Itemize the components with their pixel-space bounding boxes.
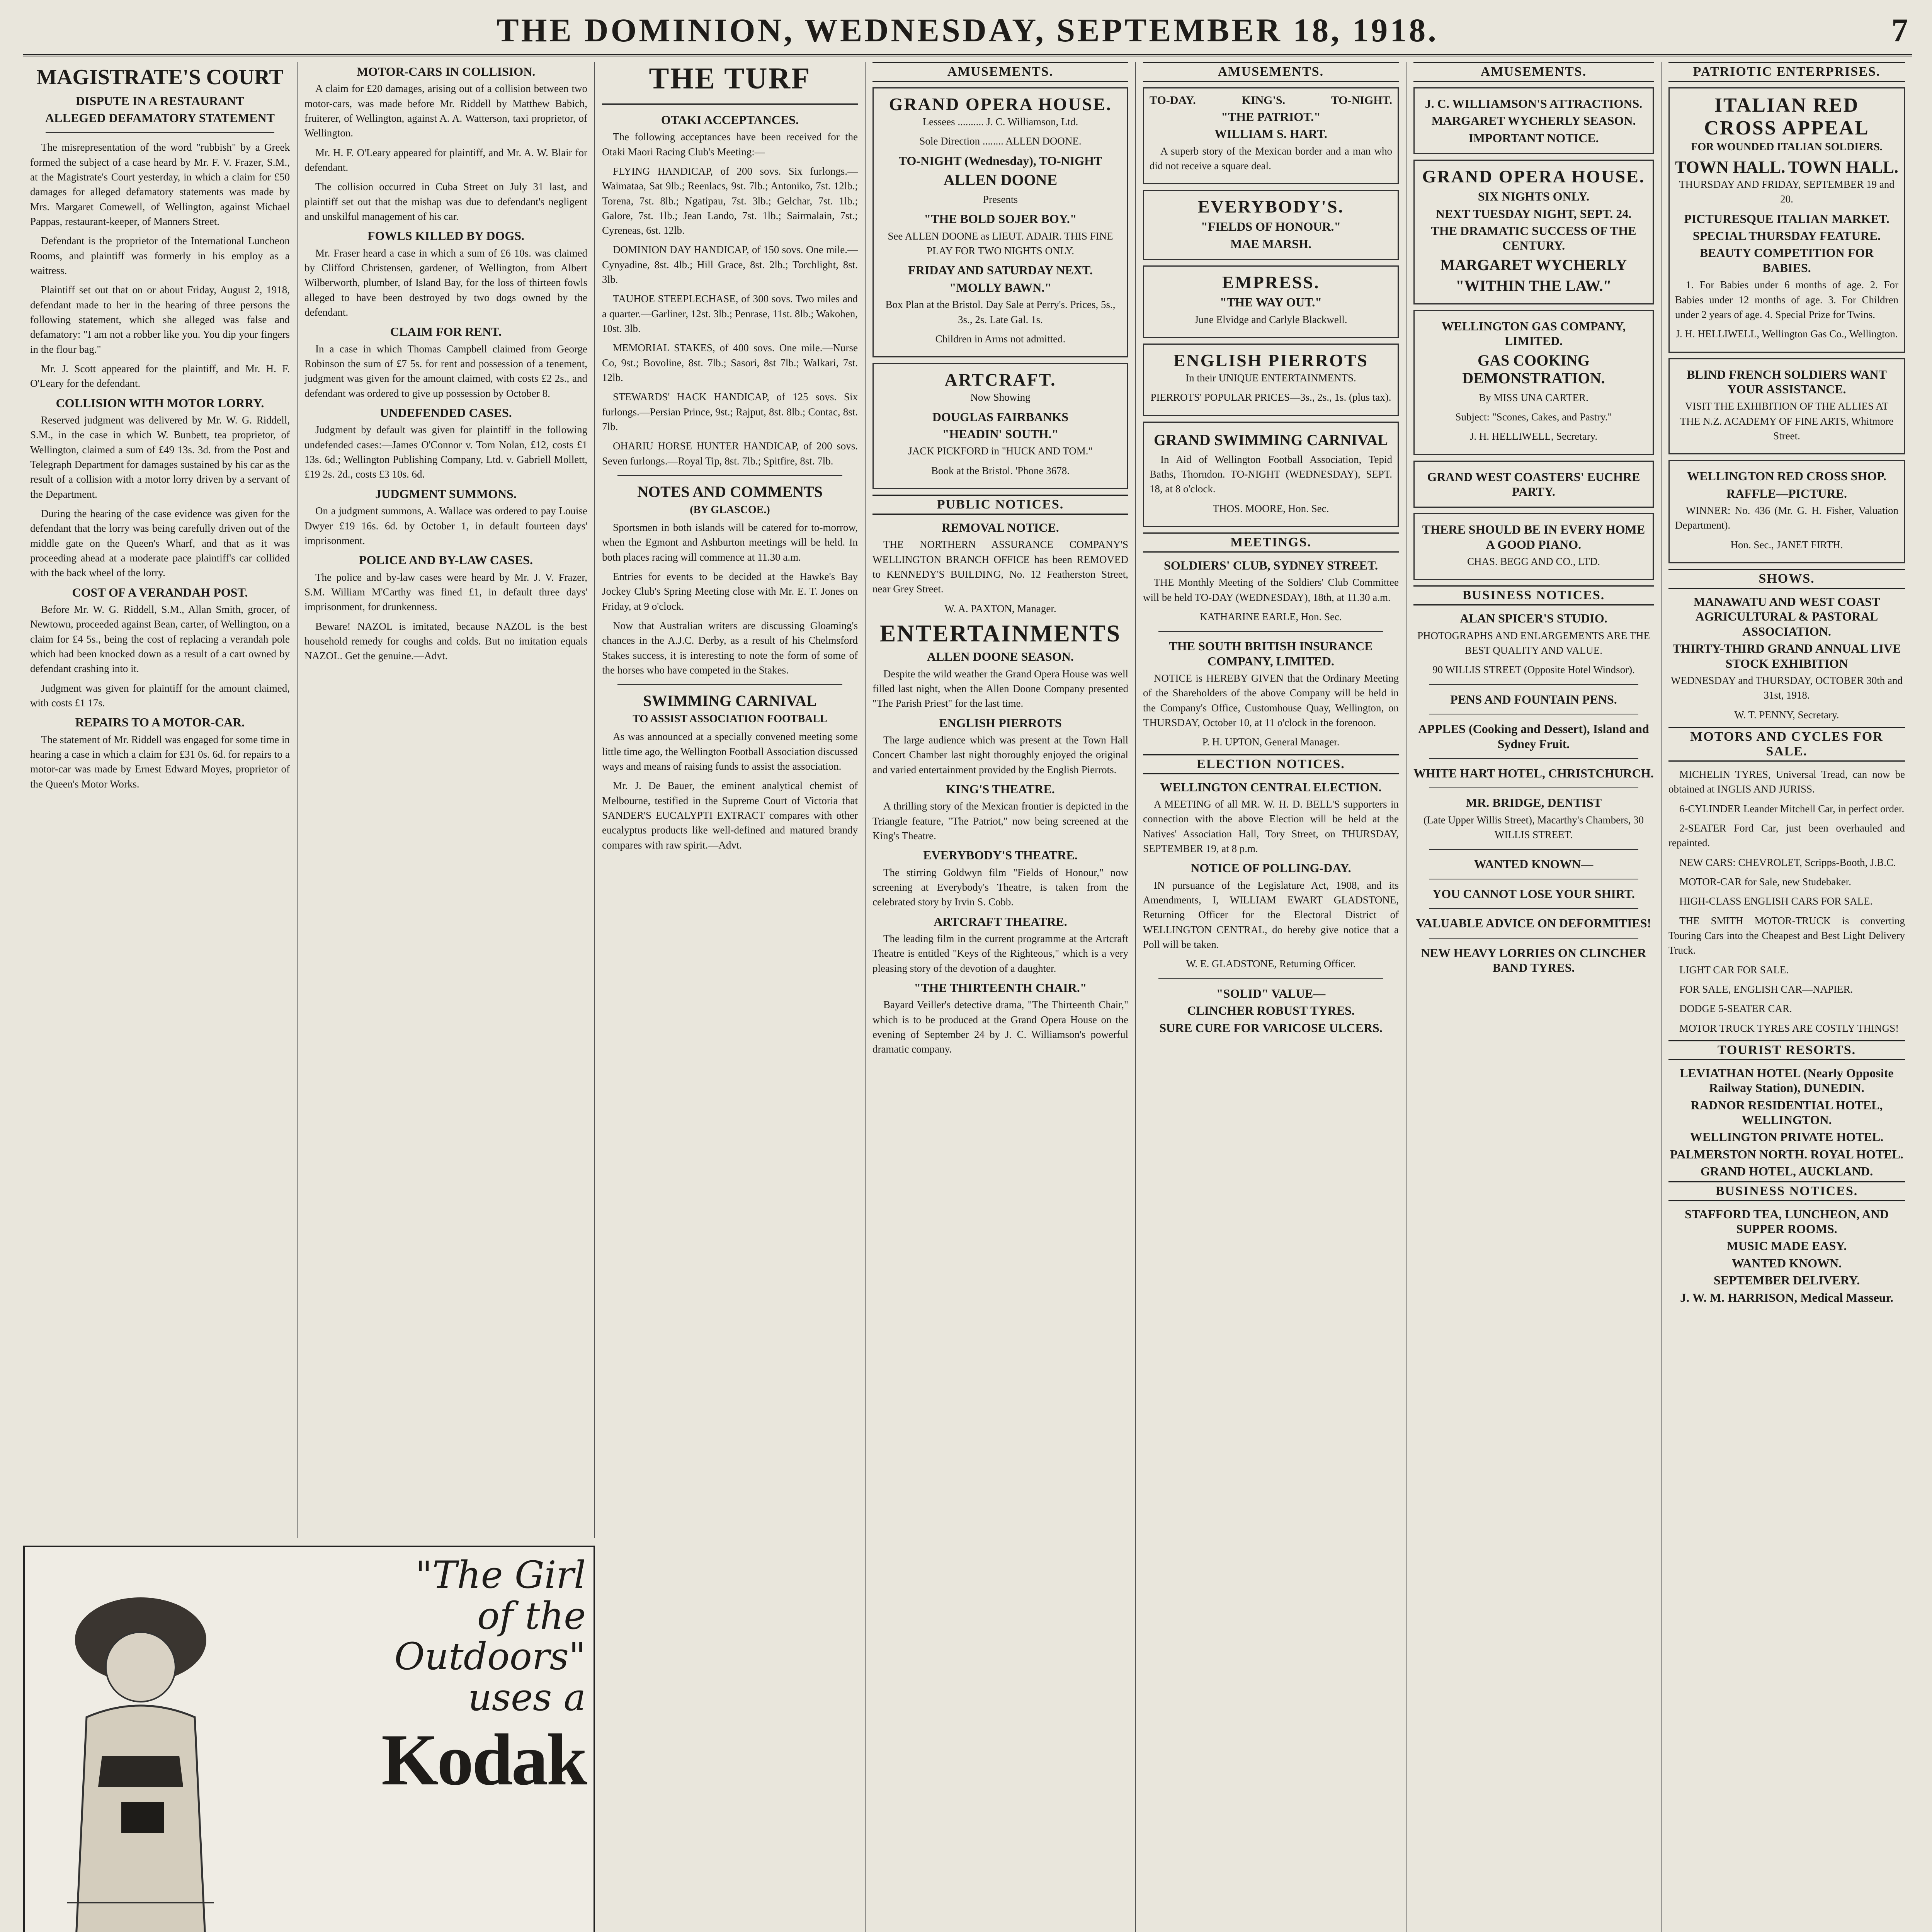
notice-head: VALUABLE ADVICE ON DEFORMITIES! (1416, 916, 1651, 930)
business-ad: STAFFORD TEA, LUNCHEON, AND SUPPER ROOMS. (1685, 1207, 1889, 1236)
article-paragraph: Judgment was given for plaintiff for the amount claimed, with costs £1 17s. (30, 682, 290, 709)
ad-film: "FIELDS OF HONOUR." (1201, 219, 1341, 234)
kodak-brand: Kodak (381, 1719, 586, 1801)
section-patriotic: PATRIOTIC ENTERPRISES. (1668, 62, 1905, 82)
show-signature: W. T. PENNY, Secretary. (1734, 709, 1839, 721)
masthead-title: THE DOMINION, WEDNESDAY, SEPTEMBER 18, 1918. (497, 12, 1439, 49)
meeting-signature: P. H. UPTON, General Manager. (1202, 736, 1340, 748)
notice-head: NEW HEAVY LORRIES ON CLINCHER BAND TYRES. (1421, 946, 1646, 975)
ad-title: EVERYBODY'S. (1197, 197, 1344, 217)
ad-film: "THE PATRIOT." (1221, 110, 1321, 124)
resort-ad: WELLINGTON PRIVATE HOTEL. (1690, 1130, 1884, 1144)
ad-artcraft (872, 363, 1128, 489)
resort-ad: LEVIATHAN HOTEL (Nearly Opposite Railway Station), DUNEDIN. (1680, 1066, 1894, 1095)
subhead-repairs: REPAIRS TO A MOTOR-CAR. (75, 715, 245, 730)
section-election-notices: ELECTION NOTICES. (1143, 754, 1399, 774)
divider (1429, 787, 1638, 788)
subhead-verandah: COST OF A VERANDAH POST. (72, 585, 248, 599)
motor-ad: DODGE 5-SEATER CAR. (1679, 1003, 1792, 1015)
article-paragraph: Plaintiff set out that on or about Friday, August 2, 1918, defendant made to her in the hearing of three persons the following statement, which she alleged was false and defamatory: "I am not a robber like you. You dip your fingers in the flour bag." (30, 284, 290, 355)
article-paragraph: The stirring Goldwyn film "Fields of Honour," now screening at Everybody's Theatre, is taken from the celebrated story by Irvin S. Cobb. (872, 866, 1128, 908)
article-paragraph: FLYING HANDICAP, of 200 sovs. Six furlongs.—Waimataa, Sat 9lb.; Reenlacs, 9st. 7lb.; Antoniko, 7st. 12lb.; Torena, 7st. 8lb.; Ngatipau, 7st. 3lb.; Gelchar, 7st. 1lb.; Galore, 7st. 1lb.; Jean Lando, 7st. 1lb.; Sairmalain, 7st.; Cyreneas, 6st. 12lb. (602, 165, 858, 236)
divider (1429, 684, 1638, 685)
motor-ad: NEW CARS: CHEVROLET, Scripps-Booth, J.B.C. (1679, 856, 1896, 868)
ad-signature: THOS. MOORE, Hon. Sec. (1213, 502, 1329, 514)
meeting-text: NOTICE is HEREBY GIVEN that the Ordinary Meeting of the Shareholders of the above Company will be held in the Company's Office, Customhouse Quay, Wellington, on THURSDAY, October 10, at 11 o'clock in the forenoon. (1143, 672, 1399, 729)
section-motors: MOTORS AND CYCLES FOR SALE. (1668, 727, 1905, 762)
column-7 (1662, 62, 1912, 1932)
article-paragraph: Judgment by default was given for plaintiff in the following undefended cases:—James O'Connor v. Tom Nolan, £12, costs £1 13s. 6d.; Wellington Publishing Company, Ltd. v. Gabriell Mollett, £19 2s. 2d., costs £3 10s. 6d. (304, 424, 587, 480)
article-paragraph: Reserved judgment was delivered by Mr. W. G. Riddell, S.M., in the case in which W. Bunbett, tea proprietor, of Wellington, claimed a sum of £49 13s. 3d. from the Post and Telegraph Department for damages sustained by his car as the result of a collision with a motor lorry driven by a servant of the Department. (30, 414, 290, 500)
page-number: 7 (1891, 12, 1908, 49)
election-signature: W. E. GLADSTONE, Returning Officer. (1186, 958, 1356, 970)
notice-head: WANTED KNOWN— (1474, 857, 1594, 871)
subhead: EVERYBODY'S THEATRE. (923, 848, 1078, 862)
show-dates: WEDNESDAY and THURSDAY, OCTOBER 30th and 31st, 1918. (1670, 675, 1903, 701)
article-paragraph: TAUHOE STEEPLECHASE, of 300 sovs. Two miles and a quarter.—Garliner, 12st. 3lb.; Penrase, 11st. 8lb.; Wakohen, 10st. 3lb. (602, 293, 858, 335)
divider (617, 684, 842, 685)
ad-title: GRAND OPERA HOUSE. (889, 94, 1112, 114)
section-amusements: AMUSEMENTS. (1143, 62, 1399, 82)
article-paragraph: OHARIU HORSE HUNTER HANDICAP, of 200 sovs. Seven furlongs.—Royal Tip, 8st. 7lb.; Spitfire, 8st. 7lb. (602, 440, 858, 467)
ad-grand-opera-house-2 (1413, 160, 1654, 304)
notice-signature: W. A. PAXTON, Manager. (944, 602, 1056, 614)
hall-right: TOWN HALL. (1788, 158, 1898, 177)
notice-head: REMOVAL NOTICE. (942, 520, 1059, 534)
ad-special: SPECIAL THURSDAY FEATURE. (1692, 229, 1881, 243)
ad-friday: FRIDAY AND SATURDAY NEXT. (908, 263, 1093, 277)
divider (1429, 908, 1638, 909)
business-ad: WANTED KNOWN. (1731, 1256, 1842, 1270)
notice-address: 90 WILLIS STREET (Opposite Hotel Windsor). (1432, 664, 1635, 676)
ad-sub: RAFFLE—PICTURE. (1726, 486, 1847, 500)
divider (1158, 631, 1383, 632)
column-4 (866, 62, 1136, 1932)
subhead-football: TO ASSIST ASSOCIATION FOOTBALL (633, 713, 827, 725)
ad-sub: SIX NIGHTS ONLY. (1478, 189, 1590, 204)
ad-sub: VISIT THE EXHIBITION OF THE ALLIES AT THE N.Z. ACADEMY OF FINE ARTS, Whitmore Street. (1680, 400, 1894, 442)
ad-piano (1413, 513, 1654, 580)
ad-rules: 1. For Babies under 6 months of age. 2. For Babies under 12 months of age. 3. For Children under 2 years of age. 4. Special Prize for Twins. (1675, 279, 1898, 320)
ad-title: ITALIAN RED CROSS APPEAL (1704, 94, 1869, 139)
subhead: ENGLISH PIERROTS (939, 716, 1062, 730)
article-paragraph: On a judgment summons, A. Wallace was ordered to pay Louise Dwyer £19 16s. 6d. by October 1, in default fourteen days' imprisonment. (304, 505, 587, 546)
subhead-fowls: FOWLS KILLED BY DOGS. (367, 229, 524, 243)
ad-features: PICTURESQUE ITALIAN MARKET. (1684, 211, 1889, 226)
article-paragraph: The misrepresentation of the word "rubbish" by a Greek formed the subject of a case heard by Mr. F. V. Frazer, S.M., at the Magistrate's Court yesterday, in which a claim for £50 damages for alleged defamatory statements was made by Mrs. Margaret Comewell, of Wellington, against Michael Pappas, restaurant-keeper, of Manners Street. (30, 141, 290, 228)
subhead-motor-cars: MOTOR-CARS IN COLLISION. (356, 65, 536, 78)
kodak-headline-1: "The Girl (415, 1553, 586, 1597)
article-paragraph: Sportsmen in both islands will be catered for to-morrow, when the Egmont and Ashburton meetings will be held. In both places racing will commence at 11.30 a.m. (602, 522, 858, 563)
resort-ad: RADNOR RESIDENTIAL HOTEL, WELLINGTON. (1690, 1098, 1883, 1127)
kodak-headline-3: Outdoors" (394, 1635, 586, 1679)
ad-star: DOUGLAS FAIRBANKS (932, 410, 1069, 424)
article-paragraph: In a case in which Thomas Campbell claimed from George Robinson the sum of £7 5s. for rent and possession of a tenement, judgment was given for the amount claimed, with costs £2 2s., and defendant was ordered to give up possession by October 8. (304, 343, 587, 399)
article-paragraph: During the hearing of the case evidence was given for the defendant that the lorry was being carefully driven out of the middle gate on the Queen's Wharf, and that as it was proceeding ahead at a moderate pace plaintiff's car collided with the back wheel of the lorry. (30, 507, 290, 579)
divider (1429, 849, 1638, 850)
article-paragraph: A thrilling story of the Mexican frontier is depicted in the Triangle feature, "The Patriot," now being screened at the King's Theatre. (872, 800, 1128, 842)
ad-description: In Aid of Wellington Football Association, Tepid Baths, Thorndon. TO-NIGHT (WEDNESDAY), SEPT. 18, at 8 o'clock. (1150, 453, 1392, 495)
ad-description: In their UNIQUE ENTERTAINMENTS. (1185, 372, 1356, 384)
resort-ad: GRAND HOTEL, AUCKLAND. (1700, 1164, 1873, 1179)
kodak-ad (23, 1538, 595, 1932)
ad-now-showing: Now Showing (970, 391, 1031, 403)
ad-signature: Hon. Sec., JANET FIRTH. (1730, 539, 1843, 551)
divider (1429, 938, 1638, 939)
motor-ad: THE SMITH MOTOR-TRUCK is converting Touring Cars into the Cheapest and Best Light Delivery Truck. (1668, 915, 1905, 956)
article-paragraph: A claim for £20 damages, arising out of a collision between two motor-cars, was made before Mr. Riddell by Matthew Babich, fruiterer, of Wellington, against A. A. Watterson, taxi proprietor, of Wellington. (304, 83, 587, 139)
ad-friday-play: "MOLLY BAWN." (949, 280, 1052, 294)
section-the-turf: THE TURF (649, 62, 811, 95)
motor-ad: 6-CYLINDER Leander Mitchell Car, in perfect order. (1679, 803, 1905, 815)
ad-book: Book at the Bristol. 'Phone 3678. (931, 464, 1070, 476)
ad-director: Sole Direction ........ ALLEN DOONE. (919, 135, 1082, 147)
ad-title: GRAND OPERA HOUSE. (1422, 167, 1645, 187)
ad-baby: BEAUTY COMPETITION FOR BABIES. (1699, 246, 1874, 275)
section-tourist-resorts: TOURIST RESORTS. (1668, 1040, 1905, 1060)
ad-red-cross-shop (1668, 460, 1905, 563)
ad-head: GAS COOKING DEMONSTRATION. (1462, 351, 1605, 387)
business-ad: SEPTEMBER DELIVERY. (1713, 1273, 1860, 1287)
ad-film: "HEADIN' SOUTH." (942, 427, 1059, 441)
ad-prices: PIERROTS' POPULAR PRICES—3s., 2s., 1s. (plus tax). (1150, 391, 1391, 403)
ad-title: ENGLISH PIERROTS (1173, 350, 1369, 370)
section-amusements: AMUSEMENTS. (872, 62, 1128, 82)
ad-title: WELLINGTON RED CROSS SHOP. (1687, 469, 1886, 483)
kodak-headline-4: uses a (468, 1675, 586, 1719)
article-paragraph: The leading film in the current programme at the Artcraft Theatre is entitled "Keys of the Righteous," which is a very pleasing story of the devotion of a daughter. (872, 933, 1128, 974)
subhead-rent: CLAIM FOR RENT. (390, 325, 502, 339)
ad-head: "SOLID" VALUE— (1216, 986, 1326, 1000)
ad-sub: MARGARET WYCHERLY SEASON. (1431, 114, 1636, 128)
article-paragraph: Mr. H. F. O'Leary appeared for plaintiff, and Mr. A. W. Blair for defendant. (304, 146, 587, 173)
motor-ad: HIGH-CLASS ENGLISH CARS FOR SALE. (1679, 895, 1873, 907)
article-paragraph: Bayard Veiller's detective drama, "The Thirteenth Chair," which is to be produced at the Grand Opera House on the evening of September 24 by J. C. Williamson's powerful dramatic company. (872, 999, 1128, 1055)
kodak-headline-2: of the (477, 1594, 586, 1638)
ad-today: TO-DAY. (1150, 94, 1196, 107)
article-paragraph: Entries for events to be decided at the Hawke's Bay Jockey Club's Spring Meeting close with Mr. E. T. Jones on Friday, at 9 o'clock. (602, 571, 858, 612)
motor-ad: FOR SALE, ENGLISH CAR—NAPIER. (1679, 983, 1853, 995)
column-5 (1136, 62, 1406, 1932)
article-paragraph: The following acceptances have been received for the Otaki Maori Racing Club's Meeting:— (602, 131, 858, 158)
article-paragraph: Now that Australian writers are discussing Gloaming's chances in the A.J.C. Derby, as a result of his Chelmsford Stakes success, it is interesting to note the form of some of the horses who have competed in the Stakes. (602, 620, 858, 676)
notice-address: (Late Upper Willis Street), Macarthy's Chambers, 30 WILLIS STREET. (1423, 814, 1644, 841)
divider (617, 475, 842, 476)
motor-ad: 2-SEATER Ford Car, just been overhauled and repainted. (1668, 822, 1905, 849)
ad-by: By MISS UNA CARTER. (1479, 391, 1588, 403)
notice-text: THE NORTHERN ASSURANCE COMPANY'S WELLINGTON BRANCH OFFICE has been REMOVED to KENNEDY'S BUILDING, No. 12 Featherston Street, near Grey Street. (872, 539, 1128, 595)
ad-signature: CHAS. BEGG AND CO., LTD. (1467, 556, 1600, 568)
article-paragraph: MEMORIAL STAKES, of 400 sovs. One mile.—Nurse Co, 9st.; Bovoline, 8st. 7lb.; Sasori, 8st 7lb.; Walkari, 7st. 12lb. (602, 342, 858, 384)
divider (602, 103, 858, 105)
ad-also: JACK PICKFORD in "HUCK AND TOM." (908, 445, 1093, 457)
article-paragraph: Mr. Fraser heard a case in which a sum of £6 10s. was claimed by Clifford Christensen, gardener, of Wellington, from Albert Wilberworth, plumber, of Island Bay, for the loss of thirteen fowls alleged to have been destroyed by two dogs owned by the defendant. (304, 247, 587, 318)
ad-star: ALLEN DOONE (943, 171, 1058, 189)
ad-notice: IMPORTANT NOTICE. (1468, 131, 1599, 145)
ad-children: Children in Arms not admitted. (935, 333, 1066, 345)
motor-ad: LIGHT CAR FOR SALE. (1679, 964, 1789, 976)
ad-star: MAE MARSH. (1230, 236, 1311, 251)
motor-ad: MOTOR TRUCK TYRES ARE COSTLY THINGS! (1679, 1022, 1899, 1034)
ad-star: WILLIAM S. HART. (1214, 127, 1327, 141)
ad-title: J. C. WILLIAMSON'S ATTRACTIONS. (1425, 97, 1643, 111)
column-3 (595, 62, 866, 1932)
business-ad: J. W. M. HARRISON, Medical Masseur. (1680, 1290, 1893, 1304)
section-meetings: MEETINGS. (1143, 532, 1399, 553)
election-head: NOTICE OF POLLING-DAY. (1190, 861, 1351, 875)
ad-winner: WINNER: No. 436 (Mr. G. H. Fisher, Valuation Department). (1675, 505, 1898, 531)
subhead: "THE THIRTEENTH CHAIR." (914, 981, 1087, 995)
ad-star: MARGARET WYCHERLY (1440, 256, 1627, 274)
ad-title: GRAND SWIMMING CARNIVAL (1154, 431, 1388, 449)
notice-text: PHOTOGRAPHS AND ENLARGEMENTS ARE THE BEST QUALITY AND VALUE. (1417, 629, 1650, 656)
ad-tonight: TO-NIGHT (Wednesday), TO-NIGHT (898, 153, 1102, 168)
ad-presents: Presents (983, 194, 1018, 206)
meeting-head: SOLDIERS' CLUB, SYDNEY STREET. (1164, 558, 1378, 572)
column-6 (1406, 62, 1662, 1932)
article-paragraph: As was announced at a specially convened meeting some little time ago, the Wellington Football Association discussed ways and means of raising funds to assist the association. (602, 731, 858, 772)
ad-swimming-carnival (1143, 422, 1399, 527)
ad-title: WELLINGTON GAS COMPANY, LIMITED. (1441, 319, 1626, 348)
divider (46, 132, 274, 133)
article-paragraph: STEWARDS' HACK HANDICAP, of 125 sovs. Six furlongs.—Persian Prince, 9st.; Rajput, 8st. 8lb.; Contac, 8st. 7lb. (602, 391, 858, 433)
ad-tonight: TO-NIGHT. (1331, 94, 1392, 107)
show-head: MANAWATU AND WEST COAST AGRICULTURAL & PASTORAL ASSOCIATION. (1693, 595, 1880, 638)
ad-date: NEXT TUESDAY NIGHT, SEPT. 24. (1435, 206, 1632, 221)
article-paragraph: DOMINION DAY HANDICAP, of 150 sovs. One mile.—Cynyadine, 8st. 4lb.; Hill Grace, 8st. 2lb.; Torchlight, 8st. 3lb. (602, 244, 858, 286)
notice-head: MR. BRIDGE, DENTIST (1465, 796, 1602, 810)
ad-head: SURE CURE FOR VARICOSE ULCERS. (1159, 1020, 1383, 1035)
ad-signature: J. H. HELLIWELL, Secretary. (1469, 430, 1598, 442)
ad-empress (1143, 265, 1399, 338)
ad-subject: Subject: "Scones, Cakes, and Pastry." (1455, 411, 1612, 423)
ad-english-pierrots (1143, 344, 1399, 416)
ad-signature: J. H. HELLIWELL, Wellington Gas Co., Wellington. (1675, 328, 1898, 340)
ad-gas-company (1413, 310, 1654, 455)
motor-ad: MICHELIN TYRES, Universal Tread, can now be obtained at INGLIS AND JURISS. (1668, 769, 1905, 795)
section-entertainments: ENTERTAINMENTS (879, 620, 1121, 647)
section-public-notices: PUBLIC NOTICES. (872, 495, 1128, 515)
subhead: KING'S THEATRE. (946, 782, 1055, 796)
subhead-collision: COLLISION WITH MOTOR LORRY. (56, 396, 264, 410)
ad-grand-opera-house (872, 87, 1128, 357)
ad-dates: THURSDAY AND FRIDAY, SEPTEMBER 19 and 20. (1679, 179, 1895, 205)
subhead-defamatory: ALLEGED DEFAMATORY STATEMENT (45, 111, 275, 125)
subhead: ALLEN DOONE SEASON. (927, 650, 1074, 664)
ad-title: BLIND FRENCH SOLDIERS WANT YOUR ASSISTANCE. (1687, 367, 1887, 396)
girl-illustration-icon (32, 1555, 249, 1932)
notice-head: WHITE HART HOTEL, CHRISTCHURCH. (1413, 766, 1654, 780)
ad-theatre: KING'S. (1242, 94, 1286, 107)
headline-magistrates-court: MAGISTRATE'S COURT (36, 65, 284, 89)
election-text: A MEETING of all MR. W. H. D. BELL'S supporters in connection with the above Election will be held at the Natives' Association Hall, Tory Street, on THURSDAY, SEPTEMBER 19, at 8 p.m. (1143, 798, 1399, 855)
subhead-otaki: OTAKI ACCEPTANCES. (661, 112, 799, 127)
ad-film: "WITHIN THE LAW." (1456, 277, 1612, 294)
ad-title: ARTCRAFT. (944, 370, 1056, 390)
election-text: IN pursuance of the Legislature Act, 1908, and its Amendments, I, WILLIAM EWART GLADSTONE, Returning Officer for the Electoral District of WELLINGTON CENTRAL, do hereby give notice that a Poll will be taken. (1143, 879, 1399, 951)
ad-text: CLINCHER ROBUST TYRES. (1187, 1003, 1355, 1018)
hall-left: TOWN HALL. (1675, 158, 1786, 177)
meeting-signature: KATHARINE EARLE, Hon. Sec. (1200, 611, 1342, 622)
article-paragraph: Despite the wild weather the Grand Opera House was well filled last night, when the Allen Doone Company presented "The Parish Priest" for the last time. (872, 668, 1128, 709)
motor-ad: MOTOR-CAR for Sale, new Studebaker. (1679, 876, 1851, 888)
ad-title: EMPRESS. (1222, 272, 1320, 293)
notice-head: APPLES (Cooking and Dessert), Island and Sydney Fruit. (1418, 722, 1649, 751)
ad-play: THE DRAMATIC SUCCESS OF THE CENTURY. (1431, 223, 1636, 253)
meeting-head: THE SOUTH BRITISH INSURANCE COMPANY, LIMITED. (1169, 639, 1373, 668)
article-paragraph: The statement of Mr. Riddell was engaged for some time in hearing a case in which a claim for £31 0s. 6d. for repairs to a motor-car was made by Ernest Edward Moyes, proprietor of the Queen's Motor Works. (30, 733, 290, 790)
article-paragraph: The collision occurred in Cuba Street on July 31 last, and plaintiff set out that the mishap was due to defendant's negligent and unskilful management of his car. (304, 181, 587, 223)
ad-description: A superb story of the Mexican border and a man who did not receive a square deal. (1150, 145, 1392, 172)
article-paragraph: The large audience which was present at the Town Hall Concert Chamber last night thoroughly enjoyed the original and varied entertainment provided by the English Pierrots. (872, 734, 1128, 776)
ad-sub: FOR WOUNDED ITALIAN SOLDIERS. (1691, 141, 1883, 153)
masthead (23, 8, 1912, 56)
notice-head: PENS AND FOUNTAIN PENS. (1450, 692, 1617, 706)
subhead-dispute: DISPUTE IN A RESTAURANT (76, 94, 244, 108)
section-amusements: AMUSEMENTS. (1413, 62, 1654, 82)
article-paragraph: The police and by-law cases were heard by Mr. J. V. Frazer, S.M. William M'Carthy was fined £1, in default three days' imprisonment, for drunkenness. (304, 571, 587, 613)
nazol-notice: Beware! NAZOL is imitated, because NAZOL is the best household remedy for coughs and colds. But no imitation equals NAZOL. Get the genuine.—Advt. (304, 620, 587, 662)
subhead-judgment: JUDGMENT SUMMONS. (375, 486, 517, 501)
ad-head: THERE SHOULD BE IN EVERY HOME A GOOD PIANO. (1422, 522, 1645, 551)
ad-star: June Elvidge and Carlyle Blackwell. (1194, 313, 1347, 325)
article-paragraph: Mr. J. Scott appeared for the plaintiff, and Mr. H. F. O'Leary for the defendant. (30, 362, 290, 389)
election-head: WELLINGTON CENTRAL ELECTION. (1160, 780, 1382, 794)
subhead-swimming: SWIMMING CARNIVAL (643, 692, 817, 710)
ad-title: GRAND WEST COASTERS' EUCHRE PARTY. (1427, 469, 1640, 498)
subhead-undefended: UNDEFENDED CASES. (380, 406, 512, 420)
ad-box-plan: Box Plan at the Bristol. Day Sale at Perry's. Prices, 5s., 3s., 2s. Late Gal. 1s. (885, 299, 1116, 325)
ad-euchre (1413, 461, 1654, 508)
subhead-police: POLICE AND BY-LAW CASES. (359, 553, 533, 567)
ad-kings (1143, 87, 1399, 184)
meeting-text: THE Monthly Meeting of the Soldiers' Club Committee will be held TO-DAY (WEDNESDAY), 18th, at 11.30 a.m. (1143, 577, 1399, 603)
ad-lessees: Lessees .......... J. C. Williamson, Ltd. (922, 116, 1078, 128)
ad-blind-soldiers (1668, 358, 1905, 455)
section-business-notices: BUSINESS NOTICES. (1413, 585, 1654, 605)
show-sub: THIRTY-THIRD GRAND ANNUAL LIVE STOCK EXHIBITION (1672, 641, 1901, 670)
ad-williamson (1413, 87, 1654, 154)
notice-head: ALAN SPICER'S STUDIO. (1460, 611, 1607, 626)
ad-note: See ALLEN DOONE as LIEUT. ADAIR. THIS FINE PLAY FOR TWO NIGHTS ONLY. (888, 230, 1113, 257)
ad-italian-red-cross (1668, 87, 1905, 353)
article-paragraph: Defendant is the proprietor of the International Luncheon Rooms, and plaintiff was formerly in his employ as a waitress. (30, 235, 290, 276)
ad-film: "THE WAY OUT." (1219, 295, 1322, 310)
resort-ad: PALMERSTON NORTH. ROYAL HOTEL. (1670, 1147, 1903, 1161)
business-ad: MUSIC MADE EASY. (1726, 1239, 1847, 1253)
divider (1158, 978, 1383, 979)
section-shows: SHOWS. (1668, 569, 1905, 589)
subhead: ARTCRAFT THEATRE. (934, 914, 1067, 929)
section-business-notices: BUSINESS NOTICES. (1668, 1181, 1905, 1201)
article-paragraph: Before Mr. W. G. Riddell, S.M., Allan Smith, grocer, of Newtown, proceeded against Bean, carter, of Wellington, on a claim for £4 5s., being the cost of replacing a verandah pole which had been knocked down as a result of a cart owned by defendant crashing into it. (30, 604, 290, 675)
notice-head: YOU CANNOT LOSE YOUR SHIRT. (1432, 886, 1635, 901)
byline: (BY GLASCOE.) (690, 504, 770, 516)
article-paragraph: Mr. J. De Bauer, the eminent analytical chemist of Melbourne, testified in the Supreme Court of Victoria that SANDER'S EUCALYPTI EXTRACT compares with other eucalyptus products like well-defined and matured brandy compares with raw spirit.—Advt. (602, 780, 858, 851)
ad-play: "THE BOLD SOJER BOY." (924, 212, 1077, 226)
divider (1429, 758, 1638, 759)
subhead-notes: NOTES AND COMMENTS (637, 483, 823, 501)
ad-everybodys (1143, 190, 1399, 260)
